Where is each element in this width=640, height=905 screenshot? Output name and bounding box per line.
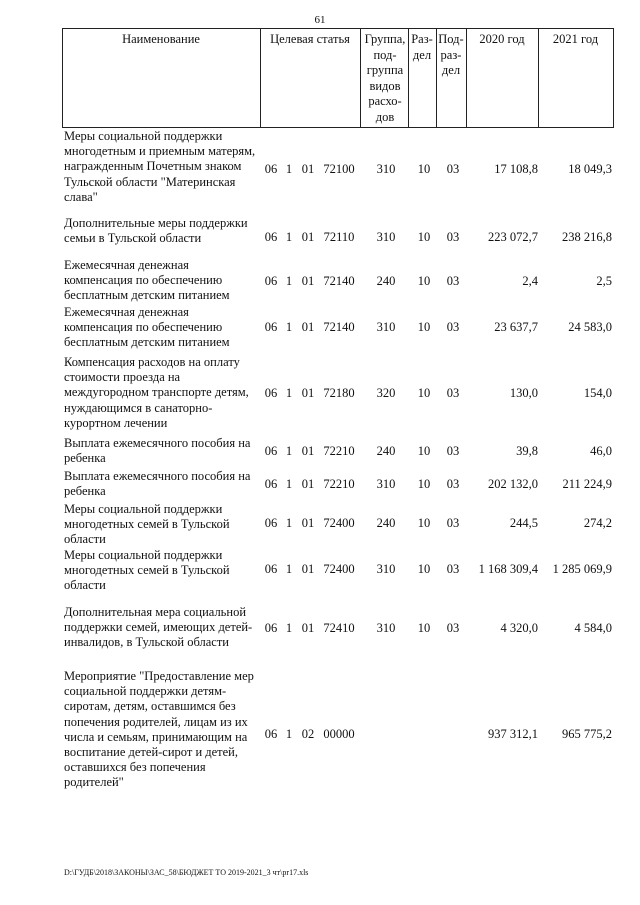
cell-2020: 39,8 (516, 444, 538, 458)
cell-name: Выплата ежемесячного пособия на ребенка (64, 469, 251, 499)
cell-2021: 2,5 (596, 274, 612, 288)
cell-section: 10 (417, 562, 431, 576)
cell-code-1: 06 (264, 320, 278, 334)
cell-name: Дополнительные меры поддержки семьи в Тульской области (64, 216, 248, 246)
cell-2021: 18 049,3 (568, 162, 612, 176)
cell-2020: 937 312,1 (488, 727, 538, 741)
cell-2021: 1 285 069,9 (552, 562, 612, 576)
cell-code-3: 01 (301, 516, 315, 530)
cell-subsection: 03 (446, 386, 460, 400)
cell-name: Ежемесячная денежная компенсация по обеспечению бесплатным детским питанием (64, 258, 230, 303)
cell-group: 310 (376, 621, 396, 635)
cell-name: Выплата ежемесячного пособия на ребенка (64, 436, 251, 466)
cell-code-2: 1 (285, 162, 293, 176)
cell-code-2: 1 (285, 727, 293, 741)
cell-code-2: 1 (285, 444, 293, 458)
cell-2020: 1 168 309,4 (478, 562, 538, 576)
column-divider (613, 29, 614, 127)
cell-section: 10 (417, 621, 431, 635)
cell-2020: 23 637,7 (494, 320, 538, 334)
cell-2021: 211 224,9 (562, 477, 612, 491)
cell-subsection: 03 (446, 320, 460, 334)
cell-code-4: 72110 (323, 230, 355, 244)
cell-code-1: 06 (264, 621, 278, 635)
header-section: Раз- дел (411, 32, 433, 62)
cell-group: 240 (376, 516, 396, 530)
cell-2020: 202 132,0 (488, 477, 538, 491)
cell-subsection: 03 (446, 621, 460, 635)
cell-subsection: 03 (446, 516, 460, 530)
cell-code-1: 06 (264, 386, 278, 400)
cell-code-1: 06 (264, 444, 278, 458)
cell-group: 240 (376, 444, 396, 458)
cell-code-4: 72140 (323, 274, 355, 288)
cell-group: 310 (376, 562, 396, 576)
table-header (62, 28, 614, 128)
cell-code-3: 01 (301, 444, 315, 458)
cell-code-1: 06 (264, 562, 278, 576)
cell-2021: 965 775,2 (562, 727, 612, 741)
header-2020: 2020 год (479, 32, 525, 46)
cell-subsection: 03 (446, 162, 460, 176)
cell-name: Мероприятие "Предоставление мер социальной поддержки детям-сиротам, детям, оставшимся без попечения родителей, лицам из их числа и семьям, принимающим на воспитание детей-сирот и детей, оставшихся без попечения родителей" (64, 669, 254, 790)
cell-name: Компенсация расходов на оплату стоимости проезда на междугородном транспорте детям, нуждающимся в санаторно-курортном лечении (64, 355, 249, 430)
cell-code-4: 72210 (323, 444, 355, 458)
cell-code-4: 72410 (323, 621, 355, 635)
column-divider (360, 29, 361, 127)
cell-section: 10 (417, 274, 431, 288)
cell-2021: 154,0 (583, 386, 612, 400)
cell-subsection: 03 (446, 274, 460, 288)
cell-2020: 17 108,8 (494, 162, 538, 176)
cell-2021: 238 216,8 (562, 230, 612, 244)
cell-code-1: 06 (264, 727, 278, 741)
cell-code-1: 06 (264, 516, 278, 530)
cell-2021: 4 584,0 (574, 621, 612, 635)
cell-section: 10 (417, 162, 431, 176)
cell-group: 310 (376, 477, 396, 491)
cell-code-4: 72140 (323, 320, 355, 334)
cell-group: 310 (376, 230, 396, 244)
cell-section: 10 (417, 516, 431, 530)
cell-group: 310 (376, 320, 396, 334)
page-number: 61 (314, 14, 326, 26)
header-group: Группа, под- группа видов расхо- дов (364, 32, 406, 124)
cell-code-2: 1 (285, 320, 293, 334)
cell-code-4: 00000 (323, 727, 355, 741)
cell-code-3: 01 (301, 230, 315, 244)
cell-group: 310 (376, 162, 396, 176)
cell-name: Меры социальной поддержки многодетных семей в Тульской области (64, 548, 230, 593)
cell-code-3: 02 (301, 727, 315, 741)
cell-code-2: 1 (285, 562, 293, 576)
cell-code-4: 72210 (323, 477, 355, 491)
cell-code-4: 72400 (323, 516, 355, 530)
cell-code-2: 1 (285, 230, 293, 244)
cell-subsection: 03 (446, 562, 460, 576)
cell-2021: 46,0 (590, 444, 612, 458)
cell-2020: 130,0 (509, 386, 538, 400)
cell-name: Меры социальной поддержки многодетным и приемным матерям, награжденным Почетным знаком Тульской области "Материнская слава" (64, 129, 256, 204)
cell-2020: 244,5 (509, 516, 538, 530)
cell-name: Дополнительная мера социальной поддержки семей, имеющих детей-инвалидов, в Тульской области (64, 605, 253, 650)
cell-code-2: 1 (285, 274, 293, 288)
header-2021: 2021 год (552, 32, 599, 46)
cell-section: 10 (417, 444, 431, 458)
cell-subsection: 03 (446, 444, 460, 458)
cell-subsection: 03 (446, 477, 460, 491)
cell-section: 10 (417, 477, 431, 491)
cell-2021: 274,2 (583, 516, 612, 530)
cell-code-2: 1 (285, 621, 293, 635)
cell-group: 320 (376, 386, 396, 400)
cell-name: Ежемесячная денежная компенсация по обеспечению бесплатным детским питанием (64, 305, 230, 350)
cell-code-1: 06 (264, 477, 278, 491)
cell-name: Меры социальной поддержки многодетных семей в Тульской области (64, 502, 230, 547)
cell-code-3: 01 (301, 320, 315, 334)
cell-code-3: 01 (301, 162, 315, 176)
cell-2020: 223 072,7 (488, 230, 538, 244)
cell-section: 10 (417, 320, 431, 334)
cell-code-2: 1 (285, 516, 293, 530)
cell-code-2: 1 (285, 386, 293, 400)
cell-group: 240 (376, 274, 396, 288)
cell-code-3: 01 (301, 621, 315, 635)
cell-2020: 4 320,0 (500, 621, 538, 635)
cell-code-3: 01 (301, 274, 315, 288)
cell-code-2: 1 (285, 477, 293, 491)
cell-subsection: 03 (446, 230, 460, 244)
header-name: Наименование (122, 32, 200, 46)
cell-section: 10 (417, 230, 431, 244)
cell-code-3: 01 (301, 386, 315, 400)
cell-code-1: 06 (264, 230, 278, 244)
cell-code-1: 06 (264, 274, 278, 288)
cell-code-1: 06 (264, 162, 278, 176)
cell-code-3: 01 (301, 562, 315, 576)
cell-2020: 2,4 (522, 274, 538, 288)
cell-code-4: 72100 (323, 162, 355, 176)
file-path: D:\ГУДБ\2018\ЗАКОНЫ\ЗАС_58\БЮДЖЕТ ТО 2019-2021_3 чт\pr17.xls (64, 868, 309, 877)
cell-2021: 24 583,0 (568, 320, 612, 334)
cell-code-4: 72180 (323, 386, 355, 400)
header-subsection: Под- раз- дел (438, 32, 464, 77)
cell-code-3: 01 (301, 477, 315, 491)
cell-section: 10 (417, 386, 431, 400)
cell-code-4: 72400 (323, 562, 355, 576)
header-target: Целевая статья (270, 32, 350, 46)
